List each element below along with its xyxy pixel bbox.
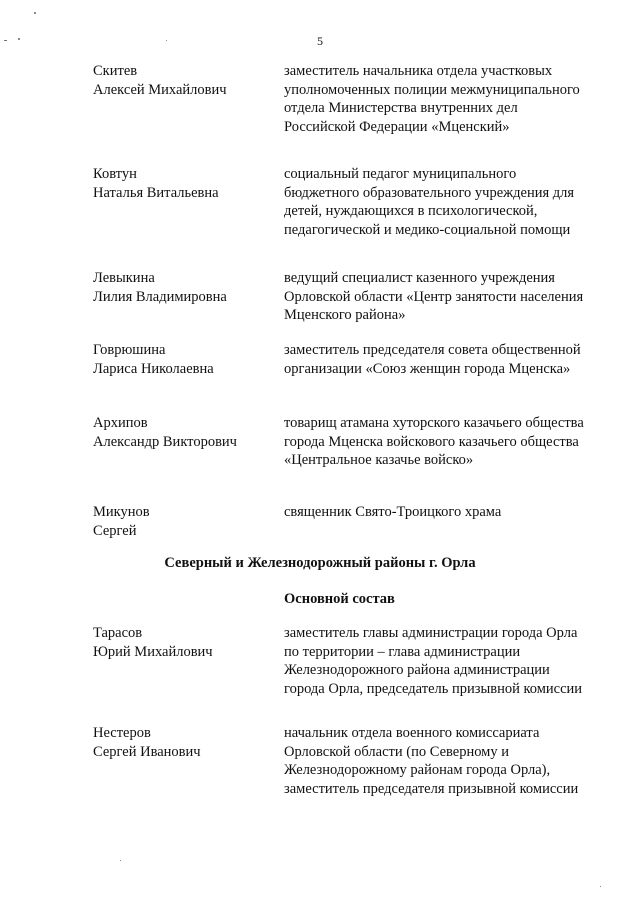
- member-given-name: Алексей Михайлович: [93, 81, 227, 98]
- scan-speck: [4, 40, 7, 41]
- scan-speck: [18, 38, 20, 40]
- section-title: Северный и Железнодорожный районы г. Орла: [164, 555, 476, 571]
- member-surname: Тарасов: [93, 625, 143, 641]
- member-surname: Нестеров: [93, 725, 151, 741]
- scan-speck: [120, 860, 121, 861]
- member-position: социальный педагог муниципального бюджетного образовательного учреждения для детей, нуждающихся в психологической, педагогической и медико-социальной помощи: [284, 166, 575, 238]
- member-position: священник Свято-Троицкого храма: [284, 504, 502, 520]
- member-surname: Архипов: [93, 415, 148, 431]
- member-position: заместитель главы администрации города Орла по территории – глава администрации Железнодорожного района администрации города Орла, председатель призывной комиссии: [284, 625, 583, 697]
- member-given-name: Александр Викторович: [93, 433, 237, 450]
- member-surname: Скитев: [93, 63, 138, 79]
- member-name: [93, 624, 273, 661]
- member-given-name: Сергей: [93, 522, 137, 539]
- member-name: [93, 341, 273, 378]
- member-given-name: Лилия Владимировна: [93, 288, 227, 305]
- member-name: [93, 414, 273, 451]
- member-surname: Ковтун: [93, 166, 137, 182]
- member-name: [93, 165, 273, 202]
- scan-speck: [166, 40, 167, 41]
- member-name: [93, 503, 273, 540]
- member-position: заместитель председателя совета общественной организации «Союз женщин города Мценска»: [284, 342, 581, 377]
- member-given-name: Сергей Иванович: [93, 743, 201, 760]
- subsection-title: Основной состав: [284, 591, 395, 607]
- member-name: [93, 62, 273, 99]
- member-position: ведущий специалист казенного учреждения Орловской области «Центр занятости населения Мценского района»: [284, 270, 584, 323]
- member-surname: Микунов: [93, 504, 150, 520]
- member-name: [93, 724, 273, 761]
- page-number: 5: [317, 34, 323, 48]
- member-position: заместитель начальника отдела участковых уполномоченных полиции межмуниципального отдела Министерства внутренних дел Российской Федерации «Мценский»: [284, 63, 580, 135]
- member-surname: Говрюшина: [93, 342, 166, 358]
- scan-speck: [600, 886, 601, 887]
- member-position: начальник отдела военного комиссариата Орловской области (по Северному и Железнодорожному районам города Орла), заместитель председателя призывной комиссии: [284, 725, 579, 797]
- member-given-name: Наталья Витальевна: [93, 184, 219, 201]
- member-surname: Левыкина: [93, 270, 155, 286]
- member-given-name: Юрий Михайлович: [93, 643, 213, 660]
- member-position: товарищ атамана хуторского казачьего общества города Мценска войскового казачьего общества «Центральное казачье войско»: [284, 415, 584, 468]
- member-given-name: Лариса Николаевна: [93, 360, 214, 377]
- scan-speck: [34, 12, 36, 14]
- member-name: [93, 269, 273, 306]
